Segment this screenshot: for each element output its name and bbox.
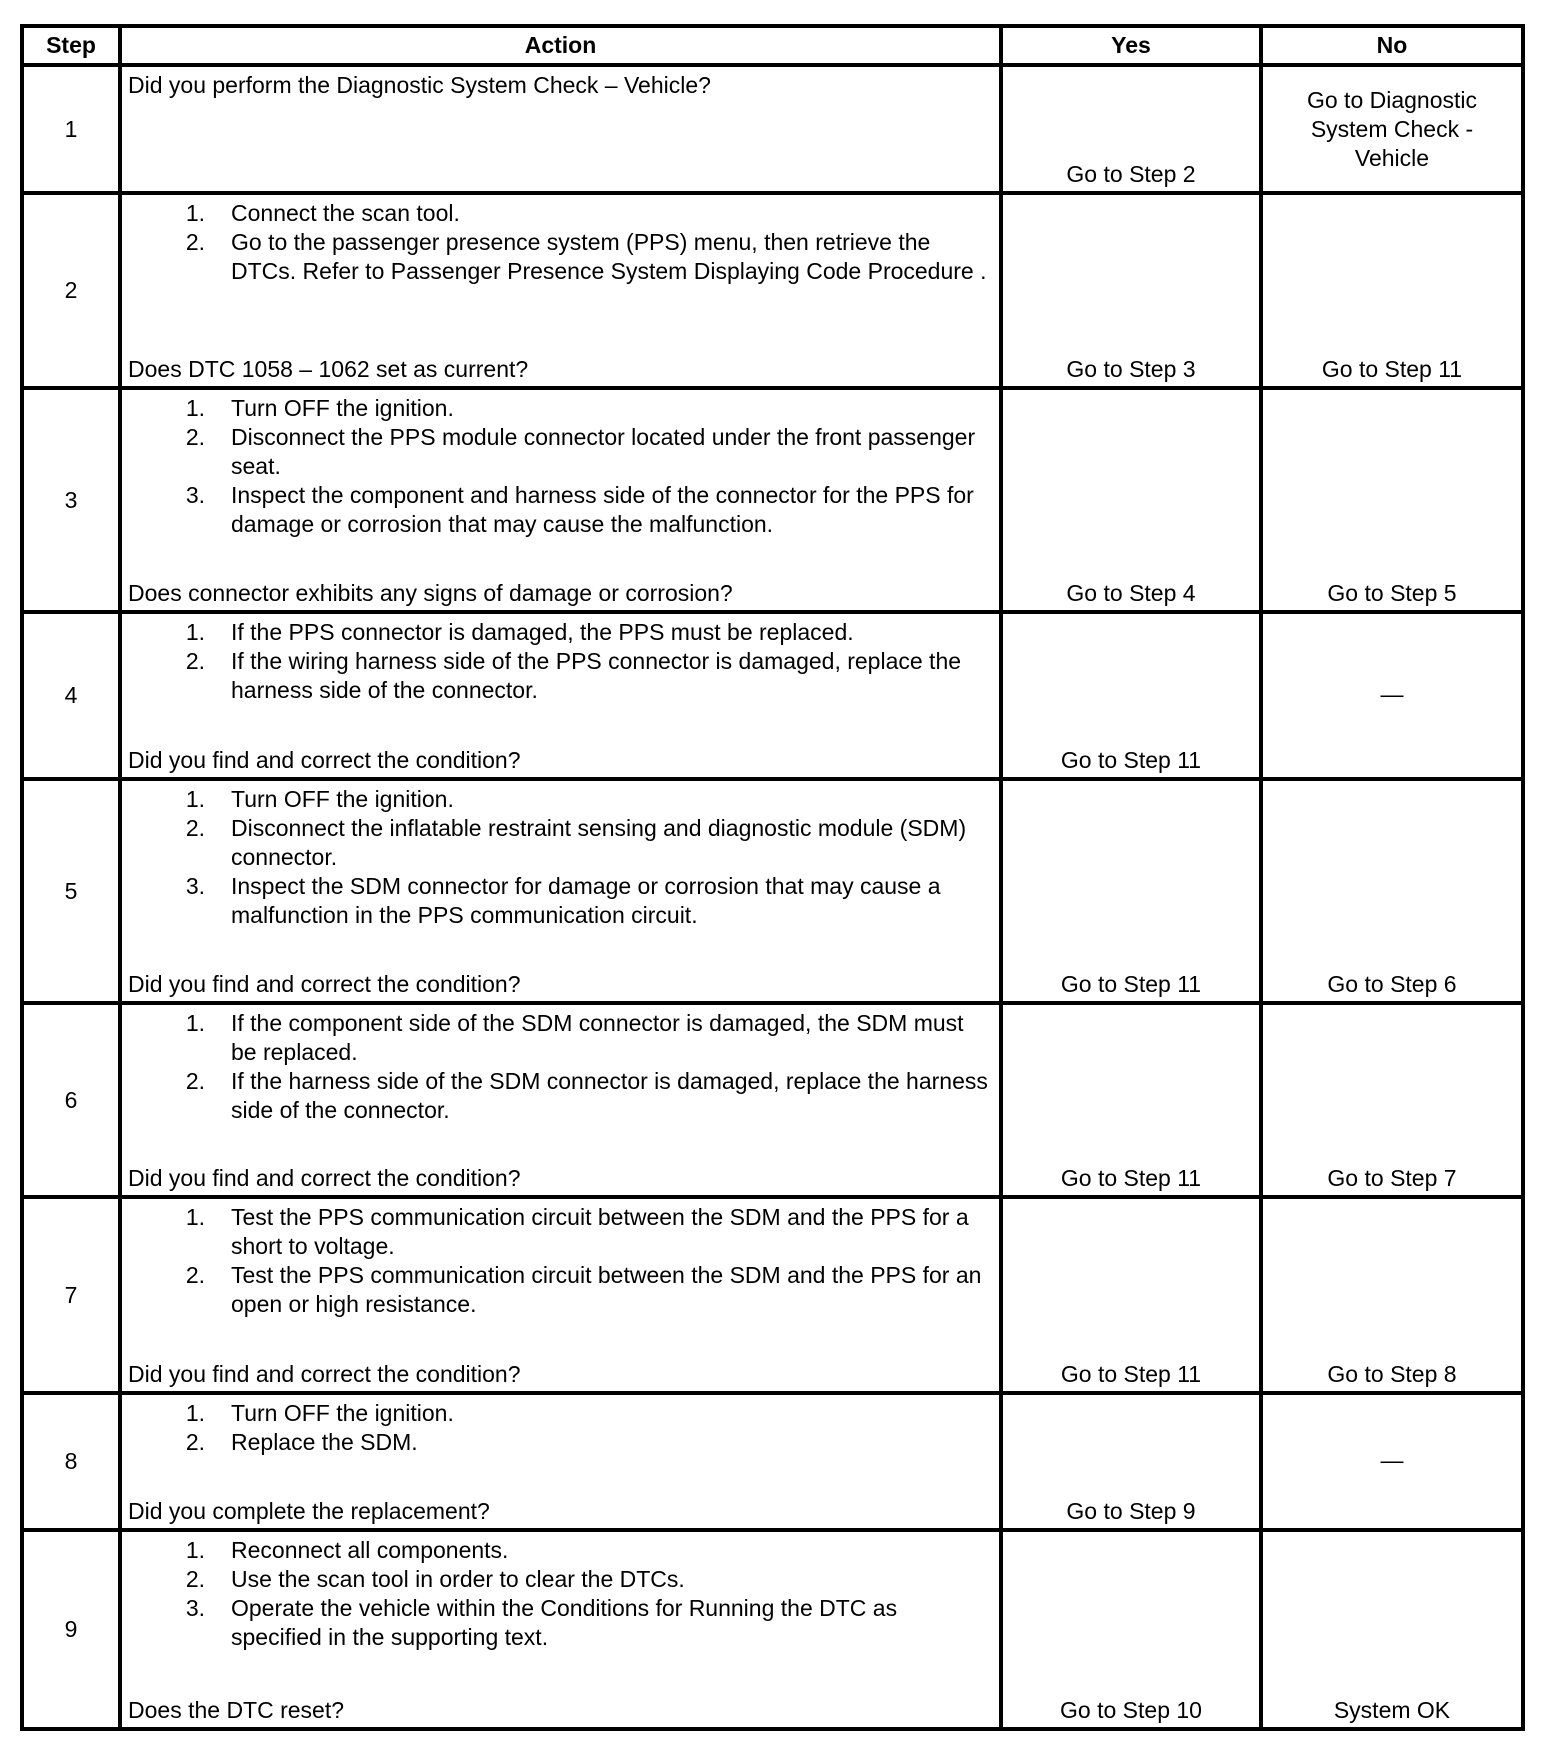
header-no: No (1261, 26, 1523, 65)
action-cell (120, 1197, 1001, 1393)
item-text: Turn OFF the ignition. (231, 1400, 454, 1426)
yes-result: Go to Step 4 (1001, 388, 1261, 612)
no-result: Go to Step 8 (1261, 1197, 1523, 1393)
action-item (128, 872, 993, 930)
action-cell (120, 779, 1001, 1003)
action-item (128, 1261, 993, 1319)
no-result: Go to Step 11 (1261, 193, 1523, 388)
action-list (128, 618, 993, 705)
action-cell (120, 1393, 1001, 1530)
action-question: Did you find and correct the condition? (128, 1165, 521, 1191)
step-number: 8 (22, 1393, 120, 1530)
item-text: Go to the passenger presence system (PPS) menu, then retrieve the DTCs. Refer to Passenger Presence System Displaying Code Procedure . (231, 229, 987, 284)
item-text: Turn OFF the ignition. (231, 786, 454, 812)
yes-result: Go to Step 11 (1001, 779, 1261, 1003)
item-number: 2. (185, 1429, 205, 1455)
no-result: Go to Step 6 (1261, 779, 1523, 1003)
item-text: Test the PPS communication circuit between the SDM and the PPS for an open or high resistance. (231, 1262, 982, 1317)
item-text: Disconnect the PPS module connector located under the front passenger seat. (231, 424, 976, 479)
no-result: — (1261, 612, 1523, 779)
item-number: 1. (185, 1537, 205, 1563)
action-cell (120, 612, 1001, 779)
header-action: Action (120, 26, 1001, 65)
header-step: Step (22, 26, 120, 65)
item-number: 2. (185, 424, 205, 450)
yes-result: Go to Step 11 (1001, 1197, 1261, 1393)
table-row (22, 388, 1523, 612)
action-item (128, 228, 993, 286)
action-cell (120, 388, 1001, 612)
step-number: 6 (22, 1003, 120, 1197)
item-text: Inspect the component and harness side of the connector for the PPS for damage or corrosion that may cause the malfunction. (231, 482, 974, 537)
header-yes: Yes (1001, 26, 1261, 65)
table-row (22, 1393, 1523, 1530)
item-text: If the harness side of the SDM connector is damaged, replace the harness side of the connector. (231, 1068, 988, 1123)
item-text: Disconnect the inflatable restraint sensing and diagnostic module (SDM) connector. (231, 815, 967, 870)
action-item (128, 814, 993, 872)
step-number: 5 (22, 779, 120, 1003)
no-result: — (1261, 1393, 1523, 1530)
action-question: Does connector exhibits any signs of damage or corrosion? (128, 580, 733, 606)
step-number: 3 (22, 388, 120, 612)
action-item (128, 1428, 993, 1457)
action-item (128, 1203, 993, 1261)
step-number: 1 (22, 65, 120, 193)
item-text: Test the PPS communication circuit between the SDM and the PPS for a short to voltage. (231, 1204, 969, 1259)
diagnostic-table (20, 24, 1525, 1731)
yes-result: Go to Step 9 (1001, 1393, 1261, 1530)
action-cell (120, 65, 1001, 193)
action-cell (120, 1530, 1001, 1729)
action-cell (120, 193, 1001, 388)
action-question: Did you find and correct the condition? (128, 747, 521, 773)
item-text: Connect the scan tool. (231, 200, 460, 226)
action-item (128, 1067, 993, 1125)
action-cell (120, 1003, 1001, 1197)
action-question: Did you find and correct the condition? (128, 971, 521, 997)
item-number: 1. (185, 395, 205, 421)
item-number: 3. (185, 1595, 205, 1621)
no-result: Go to Step 5 (1261, 388, 1523, 612)
table-row (22, 612, 1523, 779)
action-item (128, 481, 993, 539)
item-number: 1. (185, 200, 205, 226)
item-text: If the PPS connector is damaged, the PPS must be replaced. (231, 619, 854, 645)
item-number: 2. (185, 1262, 205, 1288)
yes-result: Go to Step 11 (1001, 1003, 1261, 1197)
item-number: 2. (185, 815, 205, 841)
action-item (128, 647, 993, 705)
table-row (22, 65, 1523, 193)
action-question: Did you find and correct the condition? (128, 1361, 521, 1387)
item-number: 1. (185, 619, 205, 645)
item-text: Inspect the SDM connector for damage or corrosion that may cause a malfunction in the PPS communication circuit. (231, 873, 941, 928)
no-result: Go to Diagnostic System Check - Vehicle (1261, 65, 1523, 193)
item-text: If the component side of the SDM connector is damaged, the SDM must be replaced. (231, 1010, 964, 1065)
action-list (128, 199, 993, 286)
action-item (128, 1565, 993, 1594)
action-list (128, 785, 993, 930)
action-item (128, 199, 993, 228)
action-item (128, 785, 993, 814)
yes-result: Go to Step 10 (1001, 1530, 1261, 1729)
yes-result: Go to Step 2 (1001, 65, 1261, 193)
action-item (128, 394, 993, 423)
header-row (22, 26, 1523, 65)
table-row (22, 1197, 1523, 1393)
action-list (128, 394, 993, 539)
item-text: Reconnect all components. (231, 1537, 509, 1563)
action-question: Did you complete the replacement? (128, 1498, 490, 1524)
action-question: Did you perform the Diagnostic System Check – Vehicle? (128, 72, 711, 98)
action-item (128, 423, 993, 481)
step-number: 7 (22, 1197, 120, 1393)
no-result: Go to Step 7 (1261, 1003, 1523, 1197)
action-list (128, 1203, 993, 1319)
action-item (128, 1536, 993, 1565)
item-number: 2. (185, 229, 205, 255)
action-question: Does the DTC reset? (128, 1697, 345, 1723)
no-result: System OK (1261, 1530, 1523, 1729)
action-list (128, 1009, 993, 1125)
table-row (22, 1003, 1523, 1197)
step-number: 4 (22, 612, 120, 779)
item-number: 2. (185, 648, 205, 674)
action-item (128, 1594, 993, 1652)
step-number: 2 (22, 193, 120, 388)
action-item (128, 618, 993, 647)
item-text: If the wiring harness side of the PPS connector is damaged, replace the harness side of the connector. (231, 648, 962, 703)
item-text: Operate the vehicle within the Conditions for Running the DTC as specified in the supporting text. (231, 1595, 898, 1650)
item-number: 2. (185, 1566, 205, 1592)
item-number: 3. (185, 482, 205, 508)
item-text: Turn OFF the ignition. (231, 395, 454, 421)
action-item (128, 1399, 993, 1428)
item-number: 3. (185, 873, 205, 899)
yes-result: Go to Step 3 (1001, 193, 1261, 388)
table-row (22, 779, 1523, 1003)
action-list (128, 1399, 993, 1457)
table-row (22, 193, 1523, 388)
item-number: 1. (185, 1400, 205, 1426)
item-number: 2. (185, 1068, 205, 1094)
item-number: 1. (185, 786, 205, 812)
table-row (22, 1530, 1523, 1729)
step-number: 9 (22, 1530, 120, 1729)
action-list (128, 1536, 993, 1652)
item-text: Replace the SDM. (231, 1429, 418, 1455)
yes-result: Go to Step 11 (1001, 612, 1261, 779)
item-text: Use the scan tool in order to clear the DTCs. (231, 1566, 685, 1592)
item-number: 1. (185, 1010, 205, 1036)
item-number: 1. (185, 1204, 205, 1230)
action-question: Does DTC 1058 – 1062 set as current? (128, 356, 529, 382)
action-item (128, 1009, 993, 1067)
